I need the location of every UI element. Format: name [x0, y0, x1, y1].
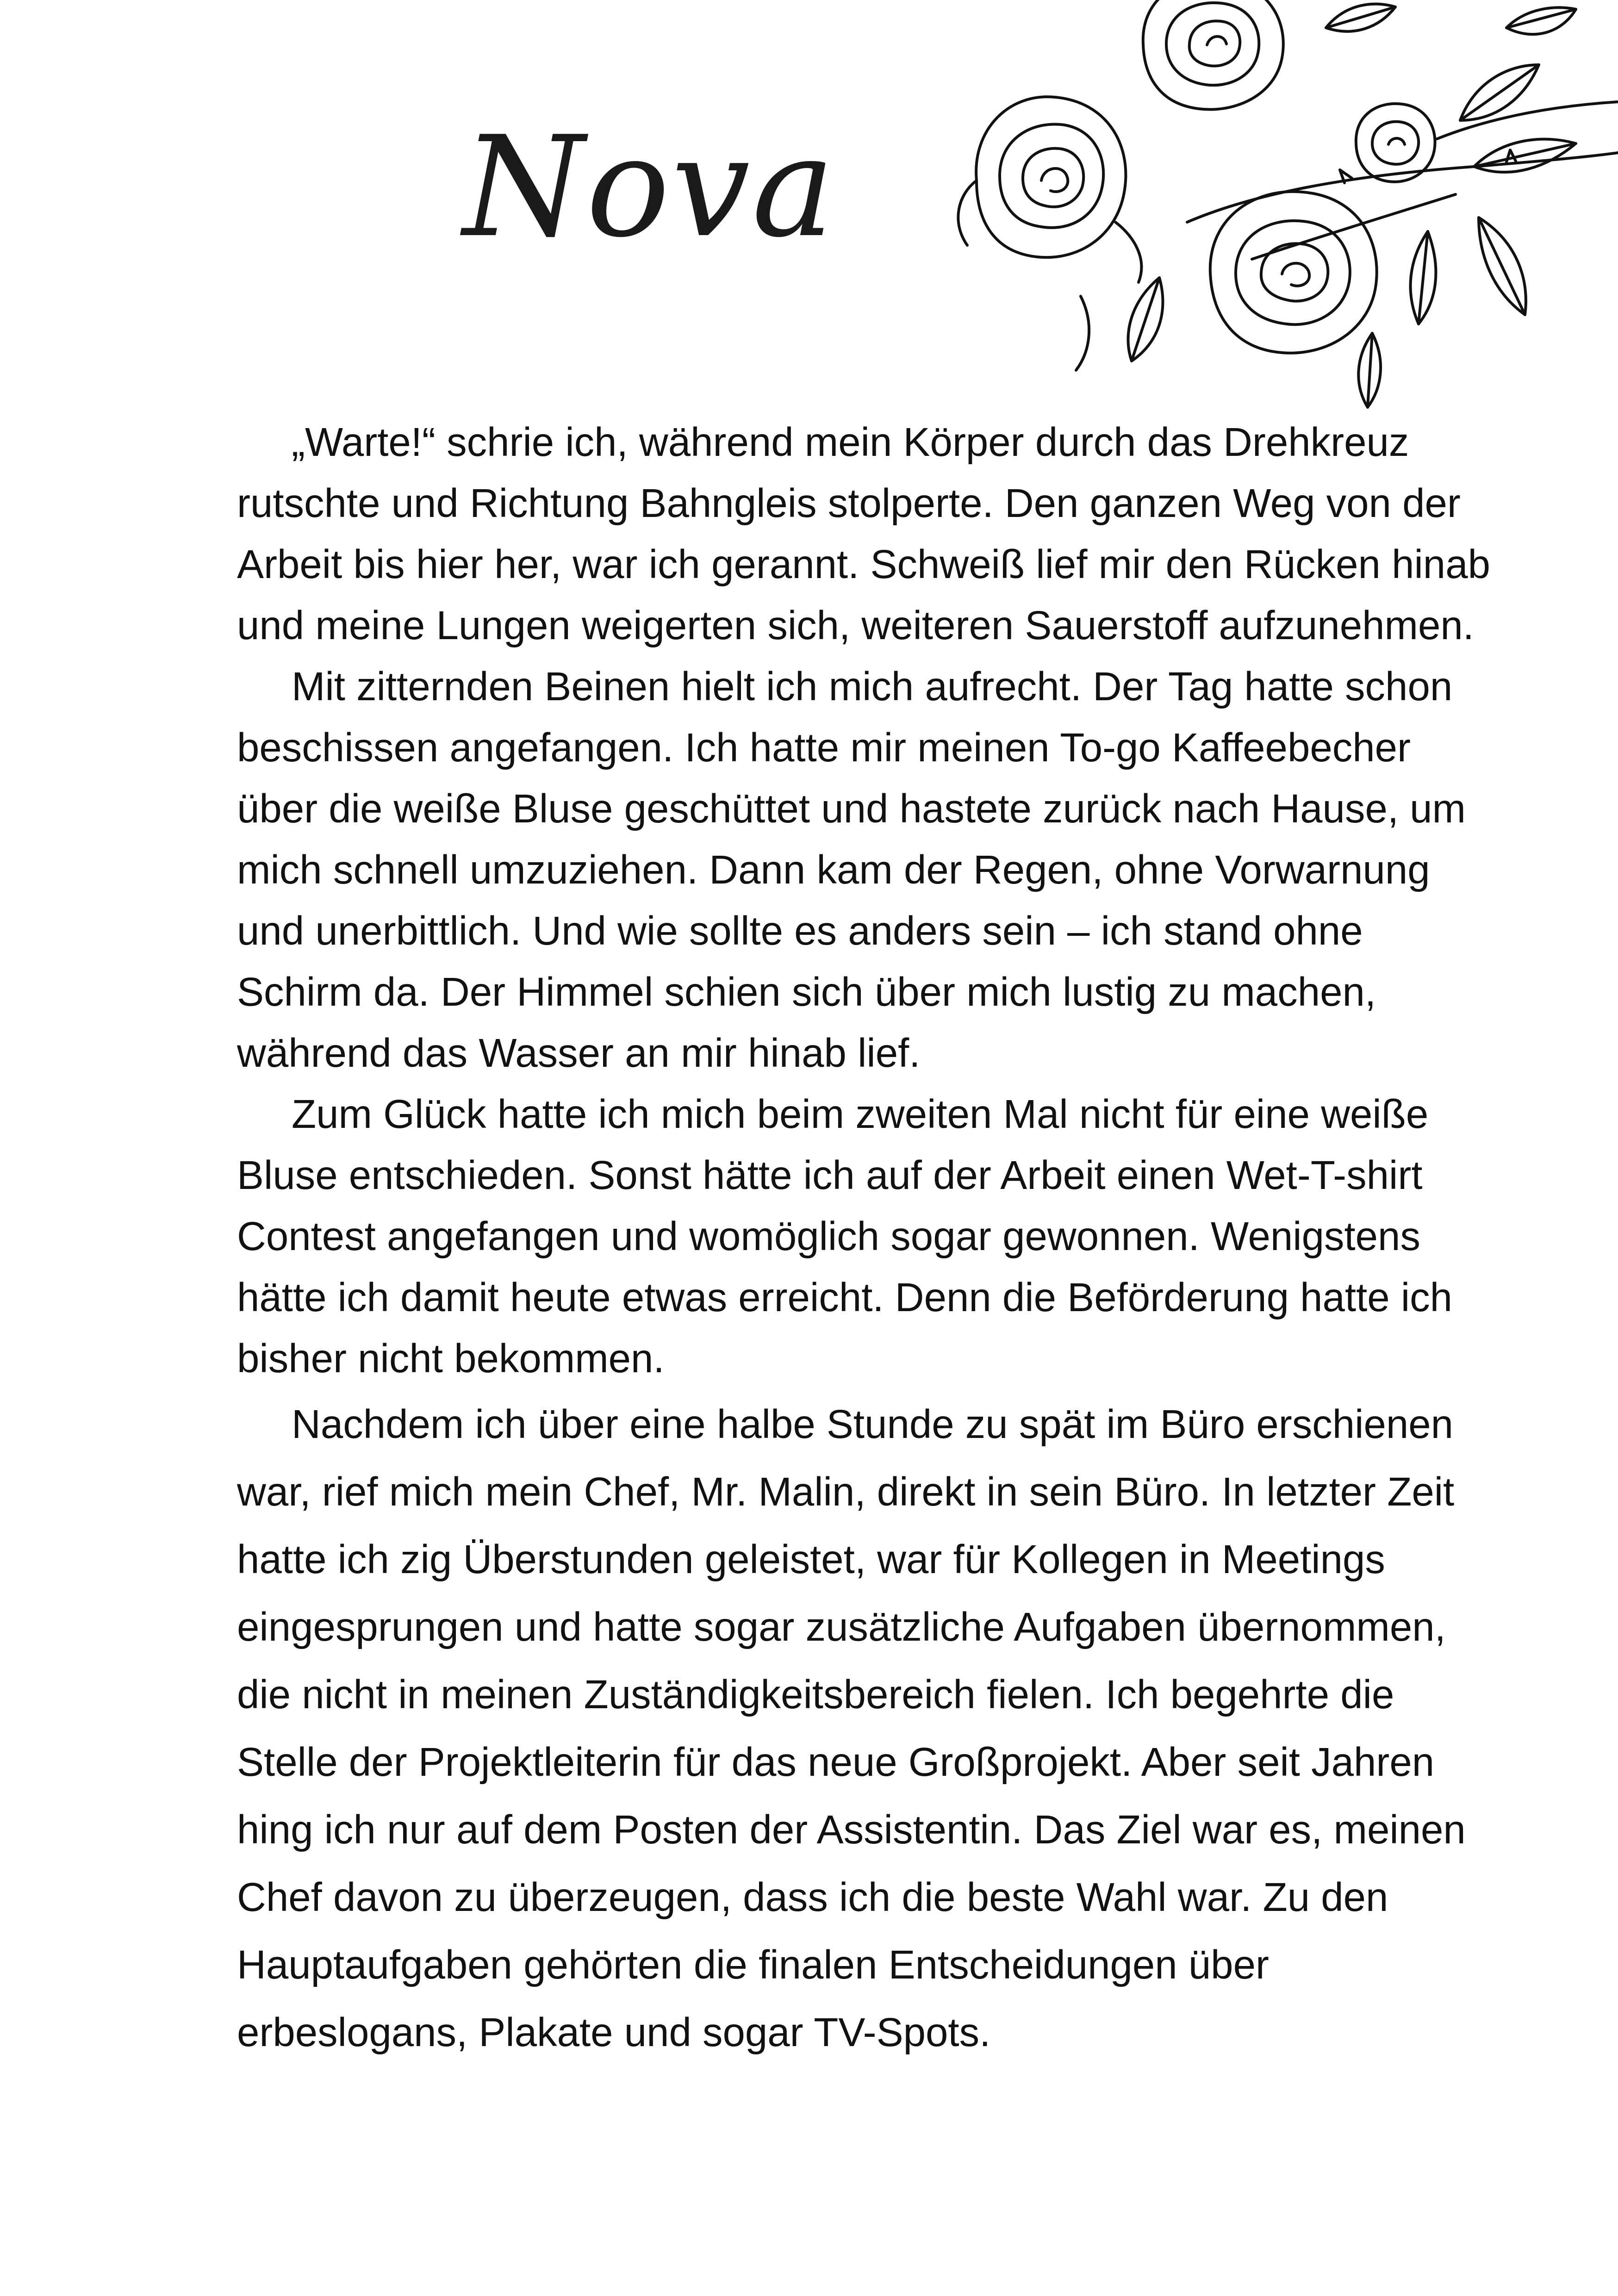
text-line: Hauptaufgaben gehörten die finalen Entscheidungen über [237, 1942, 1269, 1987]
text-line: Schirm da. Der Himmel schien sich über mich lustig zu machen, [237, 970, 1376, 1014]
text-line: „Warte!“ schrie ich, während mein Körper durch das Drehkreuz [292, 420, 1409, 465]
text-line: beschissen angefangen. Ich hatte mir meinen To-go Kaffeebecher [237, 725, 1411, 770]
text-line: bisher nicht bekommen. [237, 1336, 665, 1381]
text-line: Zum Glück hatte ich mich beim zweiten Mal nicht für eine weiße [292, 1092, 1429, 1137]
rose-bouquet-icon [928, 0, 1618, 419]
chapter-title: Nova [463, 106, 837, 268]
text-line: Mit zitternden Beinen hielt ich mich aufrecht. Der Tag hatte schon [292, 664, 1453, 709]
story-text-lower [237, 1391, 1551, 2066]
paragraph-2 [237, 656, 1551, 1084]
text-line: Contest angefangen und womöglich sogar gewonnen. Wenigstens [237, 1214, 1420, 1259]
text-line: und meine Lungen weigerten sich, weiteren Sauerstoff aufzunehmen. [237, 603, 1474, 648]
text-line: und unerbittlich. Und wie sollte es anders sein – ich stand ohne [237, 908, 1363, 953]
text-line: Stelle der Projektleiterin für das neue Großprojekt. Aber seit Jahren [237, 1740, 1435, 1785]
paragraph-3 [237, 1084, 1551, 1389]
text-line: Arbeit bis hier her, war ich gerannt. Schweiß lief mir den Rücken hinab [237, 542, 1490, 587]
text-line: Nachdem ich über eine halbe Stunde zu spät im Büro erschienen [292, 1402, 1454, 1447]
story-text-upper [237, 412, 1551, 1389]
text-line: erbeslogans, Plakate und sogar TV-Spots. [237, 2010, 991, 2055]
paragraph-4 [237, 1391, 1551, 2066]
text-line: Bluse entschieden. Sonst hätte ich auf der Arbeit einen Wet-T-shirt [237, 1153, 1423, 1198]
text-line: rutschte und Richtung Bahngleis stolperte. Den ganzen Weg von der [237, 481, 1461, 526]
text-line: über die weiße Bluse geschüttet und hastete zurück nach Hause, um [237, 786, 1466, 831]
text-line: während das Wasser an mir hinab lief. [237, 1031, 921, 1076]
text-line: Chef davon zu überzeugen, dass ich die beste Wahl war. Zu den [237, 1875, 1388, 1920]
paragraph-1 [237, 412, 1551, 656]
text-line: die nicht in meinen Zuständigkeitsbereich fielen. Ich begehrte die [237, 1672, 1394, 1717]
text-line: war, rief mich mein Chef, Mr. Malin, direkt in sein Büro. In letzter Zeit [237, 1469, 1455, 1514]
text-line: eingesprungen und hatte sogar zusätzliche Aufgaben übernommen, [237, 1605, 1446, 1649]
text-line: hing ich nur auf dem Posten der Assistentin. Das Ziel war es, meinen [237, 1807, 1466, 1852]
text-line: hätte ich damit heute etwas erreicht. Denn die Beförderung hatte ich [237, 1275, 1453, 1320]
text-line: mich schnell umzuziehen. Dann kam der Regen, ohne Vorwarnung [237, 847, 1430, 892]
text-line: hatte ich zig Überstunden geleistet, war für Kollegen in Meetings [237, 1537, 1385, 1582]
